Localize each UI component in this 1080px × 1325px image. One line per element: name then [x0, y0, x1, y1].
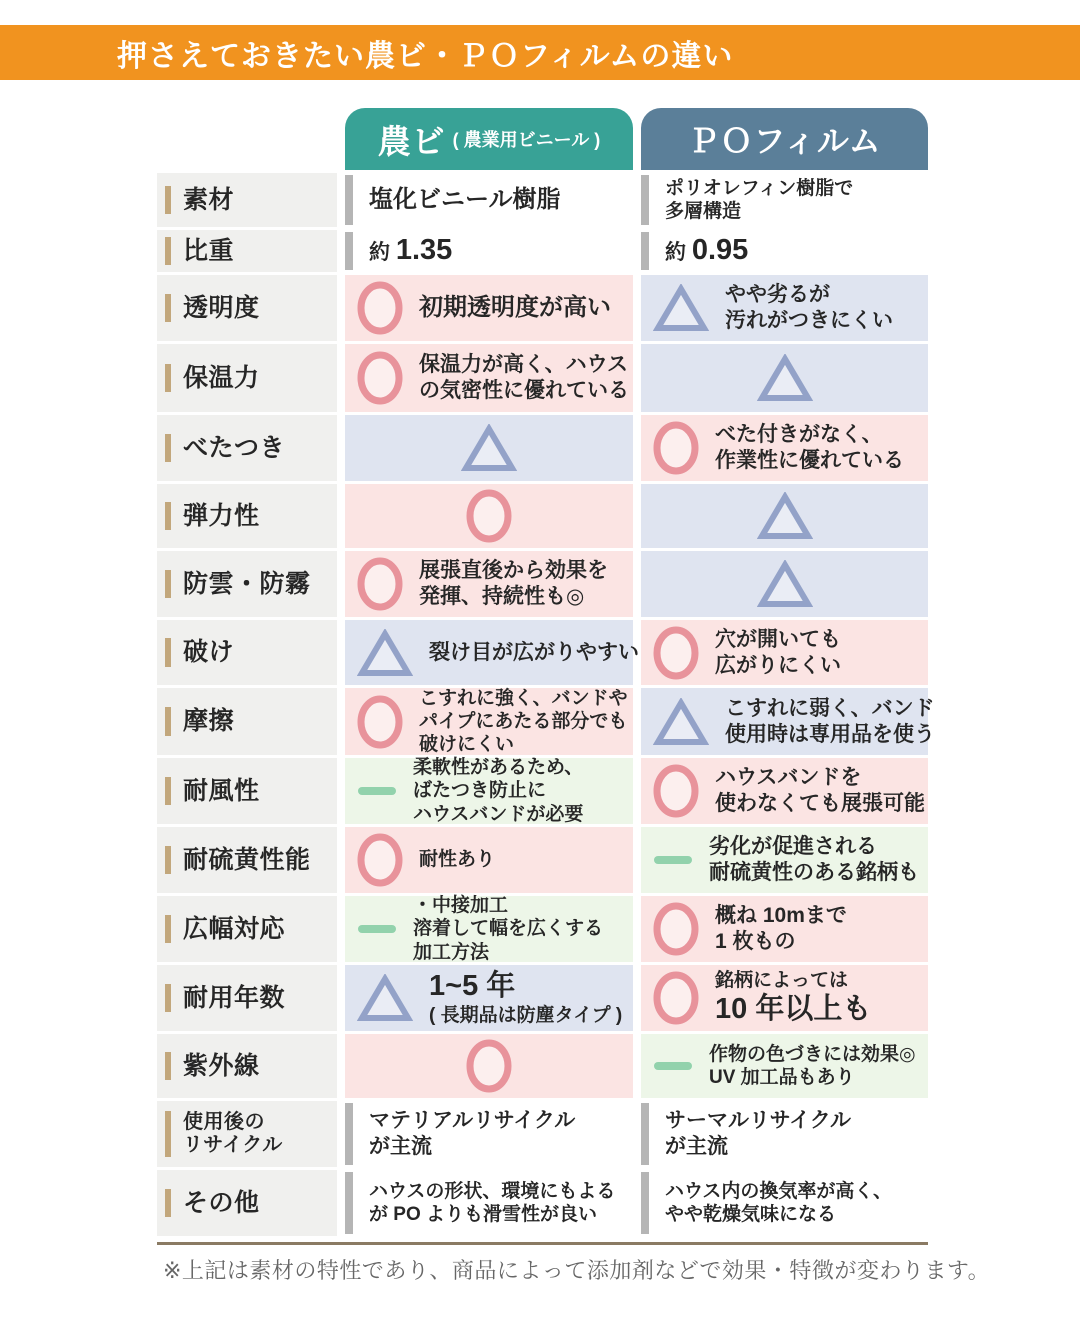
row-label-cell [157, 896, 337, 962]
cell-text-line: 裂け目が広がりやすい [429, 640, 639, 664]
cell-po [641, 688, 935, 755]
cell-text [715, 627, 841, 678]
cell-text-line: こすれに強く、バンドや [419, 687, 628, 709]
cell-nobi [345, 551, 633, 617]
cell-text-line: が主流 [369, 1135, 432, 1158]
table-row [157, 827, 928, 893]
cell-accent-bar [641, 232, 649, 270]
row-label-cell [157, 551, 337, 617]
row-label-cell [157, 758, 337, 824]
cell-text [419, 558, 608, 609]
cell-po [641, 415, 928, 481]
circle-icon [653, 971, 699, 1025]
cell-text-line: が PO よりも滑雪性が良い [369, 1204, 598, 1225]
divider-rule [157, 1242, 928, 1245]
circle-icon [357, 557, 403, 611]
table-body [157, 173, 935, 1236]
triangle-icon [357, 629, 413, 677]
cell-text-line: ポリオレフィン樹脂で [665, 177, 854, 199]
cell-text-line: 10 年以上も [715, 992, 872, 1025]
column-headers [157, 108, 928, 170]
table-row [157, 344, 928, 412]
cell-po [641, 1101, 928, 1167]
cell-text [419, 352, 629, 403]
row-label-inner [165, 237, 234, 266]
row-label-inner [165, 984, 285, 1013]
cell-text-line: やや劣るが [725, 283, 830, 307]
cell-text [429, 640, 639, 666]
cell-nobi [345, 344, 633, 412]
row-label: 防雲・防霧 [183, 569, 311, 598]
cell-text-line: 汚れがつきにくい [725, 309, 893, 332]
cell-text-line: UV 加工品もあり [709, 1067, 855, 1088]
cell-text-line: ( 長期品は防塵タイプ ) [429, 1005, 623, 1027]
dash-icon [653, 855, 693, 865]
triangle-icon [757, 354, 813, 402]
row-label-cell [157, 827, 337, 893]
row-label: 透明度 [183, 293, 260, 322]
row-label: 保温力 [183, 363, 260, 392]
row-label: 広幅対応 [183, 914, 286, 943]
cell-text [369, 233, 452, 268]
cell-text-line: マテリアルリサイクル [369, 1109, 576, 1133]
triangle-icon [653, 698, 709, 746]
cell-po [641, 275, 928, 341]
row-label: 耐風性 [183, 776, 260, 805]
cell-text [715, 765, 925, 816]
cell-nobi [345, 896, 633, 962]
cell-text-line: ハウス内の換気率が高く、 [665, 1180, 893, 1202]
circle-icon [357, 695, 403, 749]
row-label-cell [157, 620, 337, 685]
cell-text-line: 加工方法 [413, 941, 490, 963]
row-label-cell [157, 1034, 337, 1098]
cell-text [715, 903, 847, 954]
cell-accent-bar [345, 175, 353, 225]
cell-accent-bar [345, 1103, 353, 1165]
cell-nobi [345, 827, 633, 893]
cell-text [419, 687, 628, 757]
cell-text [725, 696, 935, 747]
row-label-inner [165, 707, 234, 736]
circle-icon [357, 281, 403, 335]
triangle-icon [357, 974, 413, 1022]
row-label-cell [157, 688, 337, 755]
cell-text-line: ハウスの形状、環境にもよる [369, 1180, 616, 1202]
cell-text-line: 発揮、持続性も◎ [419, 585, 585, 608]
cell-text-line: 広がりにくい [715, 653, 841, 677]
row-label: 使用後の リサイクル [183, 1111, 283, 1156]
row-label: その他 [183, 1188, 260, 1217]
cell-text-line: 耐性あり [419, 849, 496, 871]
cell-po [641, 484, 928, 548]
column-header-po [641, 108, 928, 170]
cell-text-line: ハウスバンドを [715, 766, 862, 790]
cell-text-line: 使わなくても展張可能 [715, 792, 925, 815]
cell-po [641, 173, 928, 227]
table-row [157, 275, 928, 341]
cell-text [709, 1043, 916, 1089]
triangle-icon [461, 424, 517, 472]
row-label-cell [157, 1170, 337, 1236]
table-row [157, 758, 928, 824]
triangle-icon [653, 284, 709, 332]
row-label: べたつき [183, 433, 286, 462]
cell-text-line: 破けにくい [419, 734, 515, 756]
page-title: 押さえておきたい農ビ・ＰＯフィルムの違い [117, 39, 734, 73]
cell-nobi [345, 1101, 633, 1167]
row-label-inner [165, 638, 234, 667]
row-label-inner [165, 570, 311, 599]
row-label-cell [157, 484, 337, 548]
cell-nobi [345, 275, 633, 341]
cell-nobi [345, 484, 633, 548]
table-row [157, 1170, 928, 1236]
cell-po [641, 344, 928, 412]
row-label-inner [165, 1052, 260, 1081]
circle-icon [653, 421, 699, 475]
dash-icon [653, 1061, 693, 1071]
cell-text-line: 穴が開いても [715, 627, 841, 651]
cell-nobi [345, 620, 639, 685]
row-label-inner [165, 364, 260, 393]
cell-text-line: やや乾燥気味になる [665, 1204, 837, 1225]
cell-text-line: 耐硫黄性のある銘柄も [709, 861, 919, 884]
row-label: 素材 [183, 185, 235, 214]
cell-text-line: ばたつき防止に [413, 780, 547, 802]
cell-text-line: 約 0.95 [665, 234, 749, 267]
cell-text [419, 293, 611, 322]
table-row [157, 1101, 928, 1167]
circle-icon [357, 351, 403, 405]
cell-nobi [345, 688, 633, 755]
table-row [157, 1034, 928, 1098]
row-label: 破け [183, 638, 235, 667]
cell-text-line: ・中接加工 [413, 895, 509, 917]
nobi-title: 農ビ [377, 122, 446, 160]
circle-icon [653, 626, 699, 680]
circle-icon [653, 902, 699, 956]
cell-text [369, 1180, 615, 1226]
cell-nobi [345, 230, 633, 272]
row-label-inner [165, 1189, 260, 1218]
dash-icon [357, 924, 397, 934]
cell-po [641, 896, 928, 962]
cell-po [641, 551, 928, 617]
cell-accent-bar [641, 1103, 649, 1165]
table-row [157, 415, 928, 481]
cell-text-line: 塩化ビニール樹脂 [369, 186, 561, 214]
cell-text [709, 834, 919, 885]
row-label-cell [157, 230, 337, 272]
row-label: 摩擦 [183, 707, 235, 736]
page-title-banner [0, 25, 1080, 80]
cell-text-line: 銘柄によっては [715, 969, 849, 991]
row-label-inner [165, 846, 311, 875]
cell-text-line: 展張直後から効果を [419, 559, 608, 583]
dash-icon [357, 786, 397, 796]
row-label: 紫外線 [183, 1051, 260, 1080]
triangle-icon [757, 560, 813, 608]
cell-text [665, 233, 748, 268]
circle-icon [653, 764, 699, 818]
triangle-icon [757, 492, 813, 540]
row-label: 比重 [183, 236, 235, 265]
cell-text [413, 894, 603, 964]
footnote: ※上記は素材の特性であり、商品によって添加剤などで効果・特徴が変わります。 [163, 1258, 991, 1283]
cell-text [715, 422, 904, 473]
row-label-cell [157, 275, 337, 341]
row-label-cell [157, 1101, 337, 1167]
cell-po [641, 1170, 928, 1236]
cell-text-line: 1 枚もの [715, 930, 796, 953]
po-title: ＰＯフィルム [687, 123, 882, 159]
table-row [157, 484, 928, 548]
circle-icon [357, 833, 403, 887]
cell-text-line: ハウスバンドが必要 [413, 803, 584, 825]
cell-po [641, 827, 928, 893]
row-label-inner [165, 915, 285, 944]
cell-po [641, 230, 928, 272]
cell-accent-bar [345, 232, 353, 270]
row-label: 弾力性 [183, 501, 260, 530]
row-label-cell [157, 415, 337, 481]
cell-text [665, 1108, 851, 1159]
table-row [157, 687, 935, 756]
cell-po [641, 965, 928, 1031]
cell-text-line: 多層構造 [665, 201, 742, 222]
row-label-inner [165, 294, 260, 323]
row-label-cell [157, 173, 337, 227]
cell-text-line: の気密性に優れている [419, 379, 629, 402]
row-label-inner [165, 186, 234, 215]
cell-nobi [345, 173, 633, 227]
nobi-subtitle: ( 農業用ビニール ) [452, 130, 601, 150]
row-label-cell [157, 344, 337, 412]
cell-nobi [345, 1170, 633, 1236]
cell-text [413, 756, 583, 826]
cell-text [725, 282, 893, 333]
comparison-table [157, 108, 935, 1236]
row-label-cell [157, 965, 337, 1031]
cell-text [665, 1180, 892, 1226]
cell-nobi [345, 965, 633, 1031]
column-header-nobi [345, 108, 633, 170]
row-label-inner [165, 434, 285, 463]
cell-text-line: パイプにあたる部分でも [419, 710, 628, 732]
cell-text-line: 約 1.35 [369, 234, 453, 267]
cell-text-line: 概ね 10mまで [715, 904, 847, 928]
cell-text [665, 177, 853, 223]
cell-text [419, 848, 495, 871]
cell-text-line: べた付きがなく、 [715, 423, 883, 447]
row-label: 耐硫黄性能 [183, 845, 311, 874]
cell-text [369, 1108, 575, 1159]
table-row [157, 230, 928, 272]
row-label-inner [165, 777, 260, 806]
table-row [157, 896, 928, 962]
cell-nobi [345, 1034, 633, 1098]
cell-accent-bar [641, 1172, 649, 1234]
cell-text-line: 初期透明度が高い [419, 294, 611, 322]
table-row [157, 620, 928, 685]
cell-text [369, 185, 561, 214]
circle-icon [466, 1039, 512, 1093]
cell-po [641, 1034, 928, 1098]
table-row [157, 965, 928, 1031]
cell-text-line: 劣化が促進される [709, 835, 877, 859]
header-spacer [157, 108, 337, 170]
cell-text-line: が主流 [665, 1135, 728, 1158]
cell-text-line: 作物の色づきには効果◎ [709, 1043, 916, 1065]
cell-accent-bar [641, 175, 649, 225]
circle-icon [466, 489, 512, 543]
cell-text-line: 1~5 年 [429, 969, 516, 1002]
table-row [157, 551, 928, 617]
cell-accent-bar [345, 1172, 353, 1234]
cell-po [641, 620, 928, 685]
cell-nobi [345, 415, 633, 481]
row-label-inner [165, 1111, 283, 1157]
cell-text-line: 作業性に優れている [715, 449, 904, 472]
cell-text-line: 使用時は専用品を使う [725, 722, 935, 746]
cell-text-line: サーマルリサイクル [665, 1109, 852, 1133]
table-row [157, 173, 928, 227]
cell-text-line: 保温力が高く、ハウス [419, 353, 628, 377]
cell-po [641, 758, 928, 824]
cell-text-line: こすれに弱く、バンド [725, 696, 935, 720]
cell-text-line: 溶着して幅を広くする [413, 918, 604, 940]
cell-text-line: 柔軟性があるため、 [413, 757, 584, 779]
cell-text [429, 969, 622, 1028]
row-label-inner [165, 502, 260, 531]
cell-nobi [345, 758, 633, 824]
cell-text [715, 969, 871, 1028]
row-label: 耐用年数 [183, 983, 286, 1012]
